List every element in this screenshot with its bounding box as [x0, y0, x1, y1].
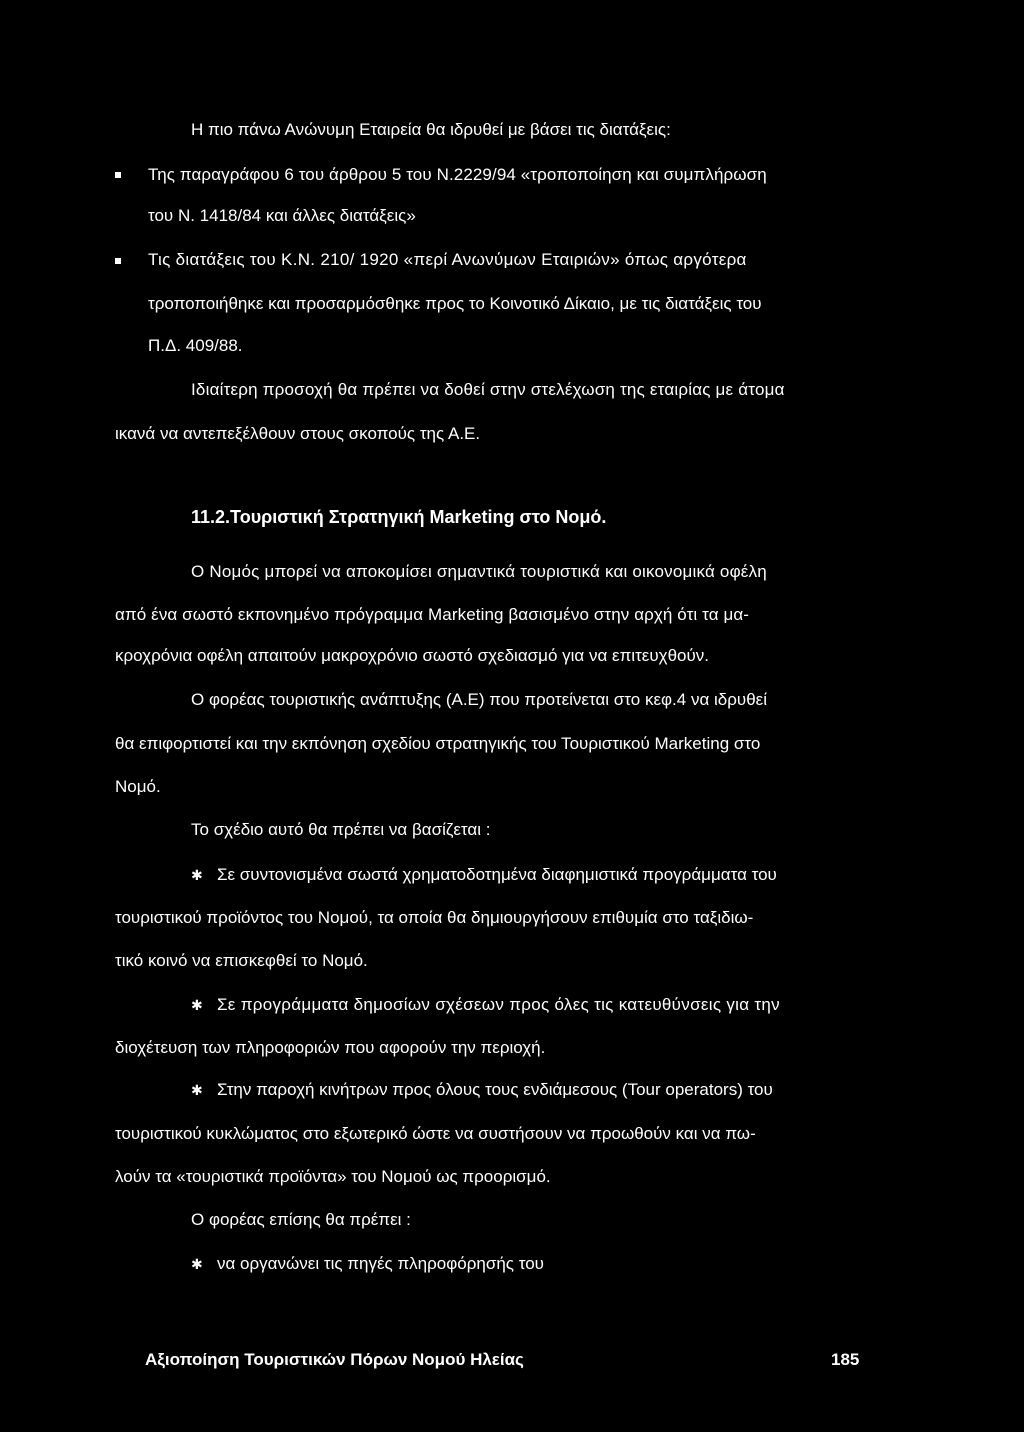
star-item-1-line-3: τικό κοινό να επισκεφθεί το Νομό.: [115, 951, 368, 970]
star-bullet-icon: ✱: [191, 997, 203, 1013]
paragraph-line: Ιδιαίτερη προσοχή θα πρέπει να δοθεί στην στελέχωση της εταιρίας με άτομα: [191, 380, 785, 399]
star-item-4-line-1: να οργανώνει τις πηγές πληροφόρησής του: [217, 1254, 544, 1273]
bullet-2-line-3: Π.Δ. 409/88.: [148, 336, 243, 355]
star-item-1-line-1: Σε συντονισμένα σωστά χρηματοδοτημένα διαφημιστικά προγράμματα του: [217, 865, 777, 884]
paragraph-line: Νομό.: [115, 777, 161, 796]
star-item-3-line-1: Στην παροχή κινήτρων προς όλους τους ενδιάμεσους (Tour operators) του: [217, 1080, 773, 1099]
paragraph-line: Ο φορέας τουριστικής ανάπτυξης (Α.Ε) που προτείνεται στο κεφ.4 να ιδρυθεί: [191, 690, 768, 709]
paragraph-line: Ο φορέας επίσης θα πρέπει :: [191, 1210, 411, 1229]
intro-line: Η πιο πάνω Ανώνυμη Εταιρεία θα ιδρυθεί με βάσει τις διατάξεις:: [191, 120, 671, 139]
star-item-3-line-3: λούν τα «τουριστικά προϊόντα» του Νομού ως προορισμό.: [115, 1167, 551, 1186]
section-heading: 11.2.Τουριστική Στρατηγική Marketing στο Νομό.: [191, 507, 607, 527]
star-item-1-line-2: τουριστικού προϊόντος του Νομού, τα οποία θα δημιουργήσουν επιθυμία στο ταξιδιω-: [115, 908, 754, 927]
bullet-1-line-2: του Ν. 1418/84 και άλλες διατάξεις»: [148, 206, 416, 225]
star-item-2-line-2: διοχέτευση των πληροφοριών που αφορούν την περιοχή.: [115, 1038, 546, 1057]
star-bullet-icon: ✱: [191, 1082, 203, 1098]
star-item-2-line-1: Σε προγράμματα δημοσίων σχέσεων προς όλες τις κατευθύνσεις για την: [217, 995, 780, 1014]
paragraph-line: από ένα σωστό εκπονημένο πρόγραμμα Marketing βασισμένο στην αρχή ότι τα μα-: [115, 605, 750, 624]
paragraph-line: Ο Νομός μπορεί να αποκομίσει σημαντικά τουριστικά και οικονομικά οφέλη: [191, 562, 767, 581]
page-number: 185: [831, 1350, 860, 1369]
paragraph-line: θα επιφορτιστεί και την εκπόνηση σχεδίου στρατηγικής του Τουριστικού Marketing στο: [115, 734, 761, 753]
bullet-1-line-1: Της παραγράφου 6 του άρθρου 5 του Ν.2229/94 «τροποποίηση και συμπλήρωση: [148, 165, 767, 184]
square-bullet-icon: [115, 258, 121, 264]
bullet-2-line-1: Τις διατάξεις του Κ.Ν. 210/ 1920 «περί Ανωνύμων Εταιριών» όπως αργότερα: [148, 250, 747, 269]
paragraph-line: ικανά να αντεπεξέλθουν στους σκοπούς της Α.Ε.: [115, 424, 481, 443]
bullet-2-line-2: τροποποιήθηκε και προσαρμόσθηκε προς το Κοινοτικό Δίκαιο, με τις διατάξεις του: [148, 294, 762, 313]
star-bullet-icon: ✱: [191, 1256, 203, 1272]
paragraph-line: κροχρόνια οφέλη απαιτούν μακροχρόνιο σωστό σχεδιασμό για να επιτευχθούν.: [115, 646, 710, 665]
star-item-3-line-2: τουριστικού κυκλώματος στο εξωτερικό ώστε να συστήσουν να προωθούν και να πω-: [115, 1124, 756, 1143]
paragraph-line: Το σχέδιο αυτό θα πρέπει να βασίζεται :: [191, 820, 491, 839]
star-bullet-icon: ✱: [191, 867, 203, 883]
footer-title: Αξιοποίηση Τουριστικών Πόρων Νομού Ηλείας: [145, 1350, 524, 1369]
square-bullet-icon: [115, 172, 121, 178]
